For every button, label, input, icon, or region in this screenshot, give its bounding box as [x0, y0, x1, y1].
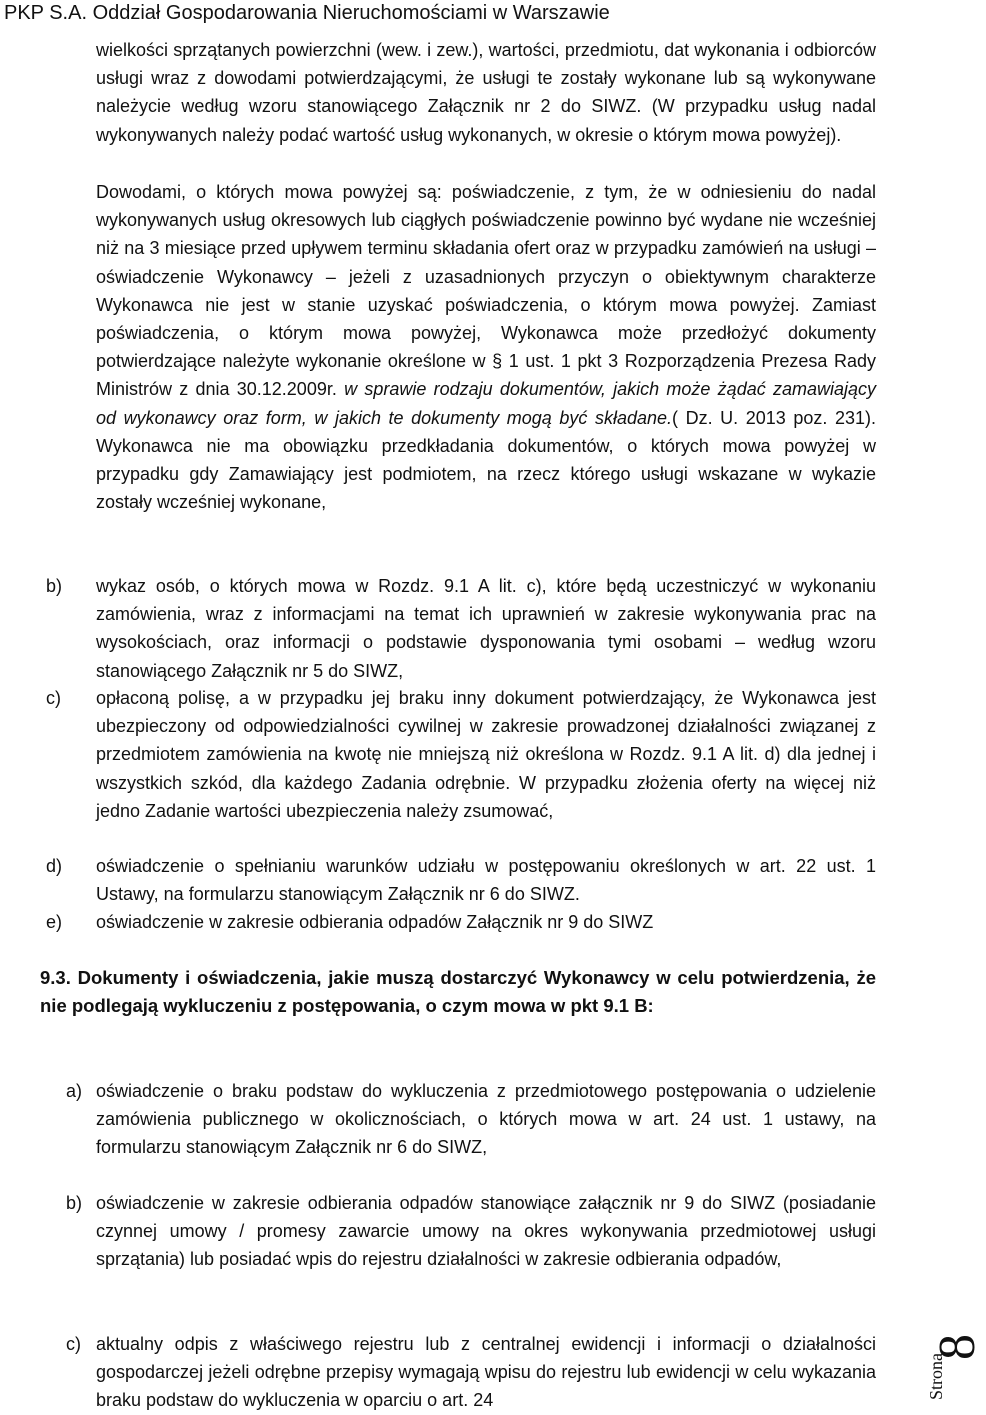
section-heading-9-3: 9.3. Dokumenty i oświadczenia, jakie muszą dostarczyć Wykonawcy w celu potwierdzenia, że nie podlegają wykluczeniu z postępowania, o czym mowa w pkt 9.1 B: [40, 967, 876, 1017]
list-marker: a) [66, 1081, 83, 1101]
paragraph-evidence-part1: Dowodami, o których mowa powyżej są: poświadczenie, z tym, że w odniesieniu do nadal wykonywanych usług okresowych lub ciągłych poświadczenie powinno być wydane nie wcześniej niż na 3 miesiące przed upływem terminu składania ofert oraz w przypadku zamówień na usługi – oświadczenie Wykonawcy – jeżeli z uzasadnionych przyczyn o obiektywnym charakterze Wykonawca nie jest w stanie uzyskać poświadczenia, o którym mowa powyżej. Zamiast poświadczenia, o którym mowa powyżej, Wykonawca może przedłożyć dokumenty potwierdzające należyte wykonanie określone w § 1 ust. 1 pkt 3 Rozporządzenia Prezesa Rady Ministrów z dnia 30.12.2009r. [96, 182, 876, 400]
paragraph-evidence-part2: ( Dz. U. 2013 poz. 231). Wykonawca nie ma obowiązku przedkładania dokumentów, o których mowa powyżej w przypadku gdy Zamawiający jest podmiotem, na rzecz którego usługi wskazane w wykazie zostały wcześniej wykonane, [96, 407, 877, 513]
list-marker: e) [46, 912, 63, 932]
list-item-text: oświadczenie o spełnianiu warunków udziału w postępowaniu określonych w art. 22 ust. 1 Ustawy, na formularzu stanowiącym Załącznik nr 6 do SIWZ. [96, 856, 876, 905]
list-marker: c) [46, 688, 61, 708]
document-header: PKP S.A. Oddział Gospodarowania Nieruchomościami w Warszawie [4, 2, 610, 24]
list-marker: b) [46, 576, 63, 596]
list-item-text: wykaz osób, o których mowa w Rozdz. 9.1 A lit. c), które będą uczestniczyć w wykonaniu zamówienia, wraz z informacjami na temat ich uprawnień w zakresie wykonywania prac na wysokościach, oraz informacji o podstawie dysponowania tymi osobami – według wzoru stanowiącego Załącznik nr 5 do SIWZ, [96, 576, 876, 681]
paragraph-evidence-italic: w sprawie rodzaju dokumentów, jakich może żądać zamawiający od wykonawcy oraz form, w jakich te dokumenty mogą być składane. [96, 379, 876, 428]
paragraph-reference-list: wielkości sprzątanych powierzchni (wew. i zew.), wartości, przedmiotu, dat wykonania i odbiorców usługi wraz z dowodami potwierdzającymi, że usługi te zostały wykonane lub są wykonywane należycie według wzoru stanowiącego Załącznik nr 2 do SIWZ. (W przypadku usług nadal wykonywanych należy podać wartość usług wykonanych, w okresie o którym mowa powyżej). [96, 40, 876, 145]
list-item-text: oświadczenie w zakresie odbierania odpadów Załącznik nr 9 do SIWZ [96, 912, 654, 932]
list-item-text: aktualny odpis z właściwego rejestru lub z centralnej ewidencji i informacji o działalności gospodarczej jeżeli odrębne przepisy wymagają wpisu do rejestru lub ewidencji w celu wykazania braku podstaw do wykluczenia w oparciu o art. 24 [96, 1334, 876, 1411]
list-marker: c) [66, 1334, 81, 1354]
list-item-text: oświadczenie w zakresie odbierania odpadów stanowiące załącznik nr 9 do SIWZ (posiadanie czynnej umowy / promesy zawarcie umowy na okres wykonywania przedmiotowej usługi sprzątania) lub posiadać wpis do rejestru działalności w zakresie odbierania odpadów, [96, 1193, 876, 1270]
page-label: Strona [926, 1353, 946, 1400]
paragraph-evidence [96, 178, 876, 516]
list-item-text: opłaconą polisę, a w przypadku jej braku inny dokument potwierdzający, że Wykonawca jest ubezpieczony od odpowiedzialności cywilnej w zakresie prowadzonej działalności związanej z przedmiotem zamówienia na kwotę nie mniejszą niż określona w Rozdz. 9.1 A lit. d) dla jednej i wszystkich szkód, dla każdego Zadania odrębnie. W przypadku złożenia oferty na więcej niż jedno Zadanie wartości ubezpieczenia należy zsumować, [96, 688, 876, 821]
list-marker: b) [66, 1193, 83, 1213]
page-footer [898, 1300, 986, 1410]
list-marker: d) [46, 856, 63, 876]
page-number: 8 [929, 1334, 986, 1360]
list-item-text: oświadczenie o braku podstaw do wykluczenia z przedmiotowego postępowania o udzielenie zamówienia publicznego w okolicznościach, o których mowa w art. 24 ust. 1 ustawy, na formularzu stanowiącym Załącznik nr 6 do SIWZ, [96, 1081, 876, 1158]
